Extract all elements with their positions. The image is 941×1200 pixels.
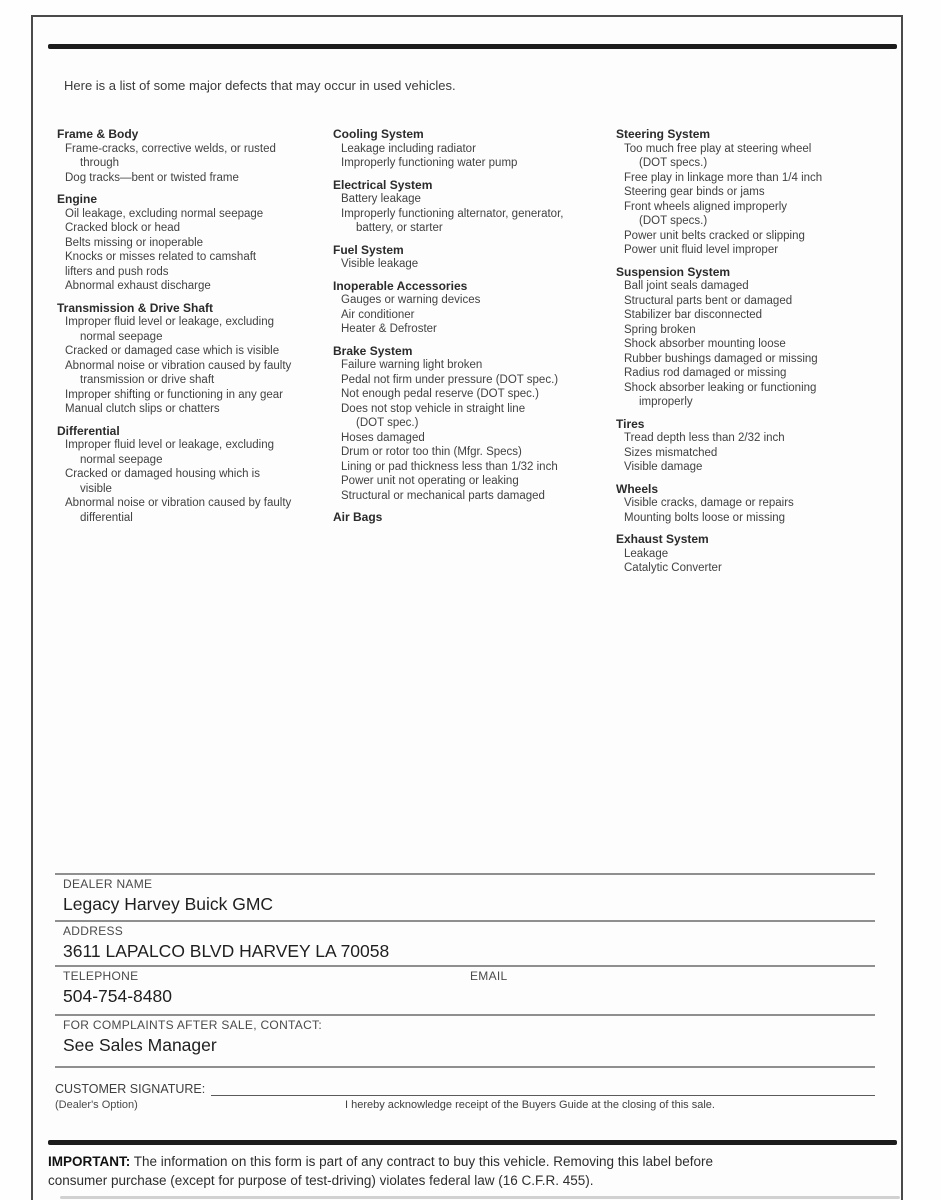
defects-intro-text: Here is a list of some major defects that may occur in used vehicles. [64,78,456,93]
defect-section-title: Exhaust System [616,532,709,546]
top-divider-rule [48,44,897,49]
defect-item: Drum or rotor too thin (Mfgr. Specs) [341,446,522,458]
defect-item: Air conditioner [341,308,415,321]
defect-item: Leakage [624,547,669,560]
dealers-option-note: (Dealer's Option) [55,1099,138,1111]
defect-item: transmission or drive shaft [80,374,215,386]
defect-item: Improperly functioning alternator, generator, [341,207,564,220]
defect-section-title: Suspension System [616,264,731,279]
defect-item: Improper shifting or functioning in any gear [65,388,283,401]
dealer-name-value: Legacy Harvey Buick GMC [63,894,274,914]
defect-item: visible [80,482,112,495]
defect-item: Improper fluid level or leakage, excluding [65,439,275,451]
defect-section [616,532,894,576]
defect-section [57,424,335,526]
defect-section-title: Differential [57,423,120,438]
customer-signature-section [55,1081,875,1111]
defect-section-title: Transmission & Drive Shaft [57,300,214,315]
defect-item: Cracked block or head [65,222,181,234]
telephone-label: TELEPHONE [63,969,139,983]
defect-item: Pedal not firm under pressure (DOT spec.) [341,373,559,386]
defect-item: Belts missing or inoperable [65,236,204,249]
defect-item: Rubber bushings damaged or missing [624,352,818,365]
defect-item: Front wheels aligned improperly [624,200,787,213]
defect-item: differential [80,511,133,524]
defect-item: Frame-cracks, corrective welds, or rusted [65,142,276,155]
defect-section-title: Cooling System [333,127,424,141]
defect-section [616,265,894,410]
address-value: 3611 LAPALCO BLVD HARVEY LA 70058 [63,941,390,961]
defect-section-title: Inoperable Accessories [333,278,468,293]
defect-item: Mounting bolts loose or missing [624,511,786,524]
defect-item: (DOT spec.) [356,417,419,429]
defect-item: Improper fluid level or leakage, excluding [65,316,275,328]
defect-section [333,127,611,171]
defect-item: Structural parts bent or damaged [624,294,793,307]
defect-item: Shock absorber mounting loose [624,338,786,350]
important-notice [48,1152,897,1190]
dealer-name-block [55,873,875,920]
email-value [470,986,875,1008]
defect-item: Manual clutch slips or chatters [65,403,220,415]
defect-section-title: Air Bags [333,510,383,524]
email-cell [470,969,875,1008]
defect-item: Power unit belts cracked or slipping [624,229,805,242]
defect-item: Power unit not operating or leaking [341,475,519,487]
defect-section [333,510,611,525]
defect-item: Radius rod damaged or missing [624,367,787,379]
defect-item: Lining or pad thickness less than 1/32 inch [341,460,558,473]
acknowledgement-text: I hereby acknowledge receipt of the Buyers Guide at the closing of this sale. [345,1099,715,1111]
defect-item: Spring broken [624,323,696,336]
defect-item: Heater & Defroster [341,323,437,335]
complaints-block [55,1014,875,1068]
defect-section [616,417,894,475]
defect-item: Visible damage [624,461,703,473]
complaints-value: See Sales Manager [63,1035,217,1055]
bottom-divider-rule [48,1140,897,1145]
defect-item: Free play in linkage more than 1/4 inch [624,171,823,184]
defect-item: Not enough pedal reserve (DOT spec.) [341,388,539,400]
defect-section [333,243,611,272]
defect-item: Leakage including radiator [341,142,476,155]
defect-item: normal seepage [80,453,163,466]
defect-section-title: Electrical System [333,177,433,192]
dealer-info-section [55,873,875,1068]
defect-section [57,192,335,294]
defect-section-title: Tires [616,416,645,431]
defect-item: Power unit fluid level improper [624,244,779,256]
defect-item: Does not stop vehicle in straight line [341,402,526,415]
defect-item: Oil leakage, excluding normal seepage [65,207,264,220]
defect-item: Cracked or damaged housing which is [65,468,260,480]
defect-item: Hoses damaged [341,431,425,444]
defect-item: Ball joint seals damaged [624,280,749,292]
defect-item: Sizes mismatched [624,446,718,459]
defect-section-title: Brake System [333,343,413,358]
defect-item: Battery leakage [341,193,421,205]
defect-item: Abnormal exhaust discharge [65,280,211,292]
defect-item: battery, or starter [356,222,443,234]
telephone-cell [63,969,470,1008]
defect-item: Too much free play at steering wheel [624,142,812,155]
defect-section-title: Steering System [616,127,711,141]
address-block [55,920,875,965]
defect-section [57,127,335,185]
scan-artifact-line [60,1196,900,1199]
signature-line [211,1081,875,1096]
defect-item: Catalytic Converter [624,562,722,574]
defect-section-title: Wheels [616,481,659,496]
defect-section-title: Engine [57,192,98,206]
address-label: ADDRESS [63,924,124,938]
defect-item: Structural or mechanical parts damaged [341,489,545,502]
defect-item: (DOT specs.) [639,157,708,169]
defect-section [616,482,894,526]
important-line2: consumer purchase (except for purpose of test-driving) violates federal law (16 C.F.R. 455). [48,1173,594,1188]
defect-item: Improperly functioning water pump [341,157,518,169]
complaints-label: FOR COMPLAINTS AFTER SALE, CONTACT: [63,1018,322,1032]
defect-item: Gauges or warning devices [341,294,481,306]
defect-item: Stabilizer bar disconnected [624,309,763,321]
important-line1: The information on this form is part of any contract to buy this vehicle. Removing this label before [133,1154,714,1169]
defect-item: improperly [639,396,693,408]
defect-item: Knocks or misses related to camshaft [65,251,257,263]
defect-section-title: Fuel System [333,242,404,257]
defects-column-3 [616,127,894,583]
defect-item: Failure warning light broken [341,359,483,371]
customer-signature-label: CUSTOMER SIGNATURE: [55,1082,206,1096]
defect-item: through [80,157,120,169]
defect-item: Cracked or damaged case which is visible [65,345,280,357]
defect-section [57,301,335,417]
defect-item: Abnormal noise or vibration caused by faulty [65,359,292,372]
defect-item: lifters and push rods [65,265,169,278]
telephone-value: 504-754-8480 [63,986,172,1006]
defect-item: Abnormal noise or vibration caused by faulty [65,497,292,509]
defect-item: Shock absorber leaking or functioning [624,381,817,394]
defect-section-title: Frame & Body [57,127,139,141]
defects-column-2 [333,127,611,532]
defect-section [616,127,894,258]
defect-item: Steering gear binds or jams [624,186,765,198]
defect-item: (DOT specs.) [639,215,708,227]
defect-item: Dog tracks—bent or twisted frame [65,171,239,184]
dealer-name-label: DEALER NAME [63,877,153,891]
defect-item: Tread depth less than 2/32 inch [624,432,785,444]
defect-section [333,279,611,337]
defect-item: Visible leakage [341,258,419,270]
defect-item: normal seepage [80,330,163,343]
defect-item: Visible cracks, damage or repairs [624,497,794,509]
important-label: IMPORTANT: [48,1154,131,1169]
telephone-email-block [55,965,875,1014]
defect-section [333,178,611,236]
defect-section [333,344,611,504]
email-label: EMAIL [470,969,508,983]
defects-column-1 [57,127,335,532]
